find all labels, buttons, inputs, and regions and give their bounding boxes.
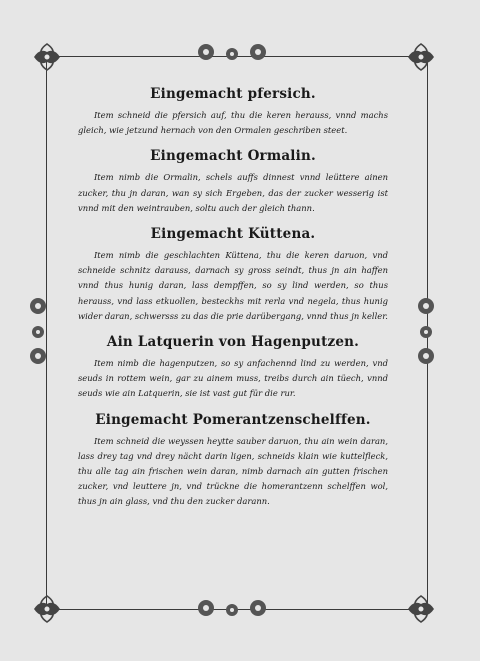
corner-ornament-icon — [404, 40, 438, 74]
section-title: Ain Latquerin von Hagenputzen. — [106, 334, 360, 351]
rosette-icon — [28, 346, 48, 366]
section-title: Eingemacht Küttena. — [150, 226, 316, 243]
section-body: Item nimb die geschlachten Küttena, thu die keren daruon, vnd schneide schnitz darauss, darnach sy gross seindt, thus jn ain haffen vnnd thus hunig daran, lass dempffen, so sy lind werden, so thus herauss, vnd lass etkuollen, besteckhs mit rerla vnd negela, thus hunig wider daran, schwersss zu das die prie darübergang, vnnd thus jn keller. — [78, 250, 388, 321]
rosette-icon — [196, 42, 216, 62]
section-body: Item schneid die pfersich auf, thu die keren herauss, vnnd machs gleich, wie jetzund hernach von den Ormalen geschriben steet. — [78, 110, 388, 136]
rosette-icon — [248, 42, 268, 62]
recipe-content — [78, 86, 388, 520]
section-title: Eingemacht Pomerantzenschelffen. — [95, 411, 371, 428]
corner-ornament-icon — [30, 40, 64, 74]
rosette-icon — [28, 322, 48, 342]
rosette-icon — [28, 296, 48, 316]
rosette-icon — [248, 598, 268, 618]
rosette-icon — [416, 322, 436, 342]
section-title: Eingemacht Ormalin. — [150, 148, 316, 165]
rosette-icon — [222, 600, 242, 620]
rosette-icon — [416, 296, 436, 316]
rosette-icon — [196, 598, 216, 618]
section-body: Item schneid die weyssen heytte sauber daruon, thu ain wein daran, lass drey tag vnd drey nächt darin ligen, schneids klain wie kuttelfleck, thu alle tag ain frischen wein daran, nimb darnach ain gutten frischen zucker, vnd leuttere jn, vnd trückne die homerantzenn schelffen wol, thus jn ain glass, vnd thu den zucker darann. — [78, 435, 388, 507]
rosette-icon — [222, 44, 242, 64]
section-title: Eingemacht pfersich. — [150, 86, 316, 102]
rosette-icon — [416, 346, 436, 366]
corner-ornament-icon — [404, 592, 438, 626]
corner-ornament-icon — [30, 592, 64, 626]
section-body: Item nimb die Ormalin, schels auffs dinnest vnnd leüttere ainen zucker, thu jn daran, wan sy sich Ergeben, das der zucker wesserig ist vnnd mit den weintrauben, soltu auch der gleich thann. — [78, 172, 388, 213]
section-body: Item nimb die hagenputzen, so sy anfachennd lind zu werden, vnd seuds in rottem wein, gar zu ainem muss, treibs durch ain tüech, vnnd seuds wie ain Latquerin, sie ist vast gut für die rur. — [78, 358, 388, 399]
